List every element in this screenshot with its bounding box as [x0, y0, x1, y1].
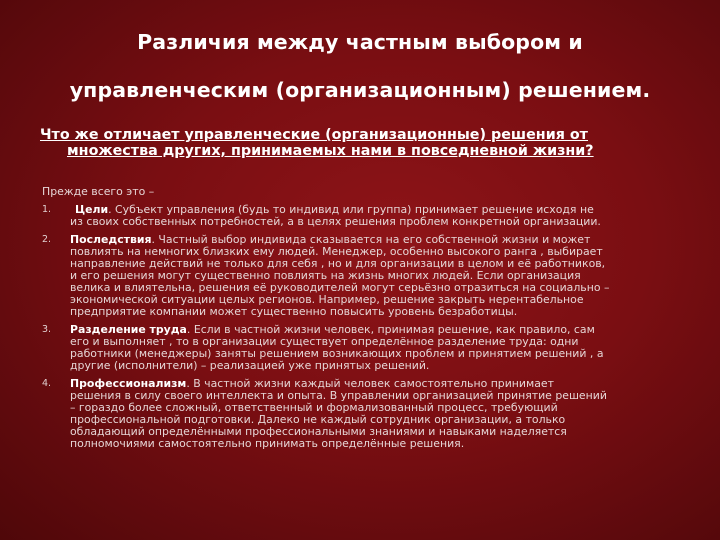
slide-subtitle	[40, 127, 690, 159]
list-item-text-line: велика и влиятельна, решения её руководителей могут серьёзно отразиться на социально –	[70, 281, 610, 294]
list-item-text-line: другие (исполнители) – реализацией уже принятых решений.	[70, 359, 430, 372]
list-item-text: . Частный выбор индивида сказывается на его собственной жизни и может	[151, 233, 591, 246]
list-item-text: . Субъект управления (будь то индивид или группа) принимает решение исходя не	[108, 203, 594, 216]
list-item-text-line: обладающий определёнными профессиональными знаниями и навыками наделяется	[70, 425, 567, 438]
list-number: 4.	[42, 378, 52, 389]
list-item-text-line: его и выполняет , то в организации существует определённое разделение труда: одни	[70, 335, 579, 348]
slide-title-line-1: Различия между частным выбором и	[137, 30, 583, 54]
list-item-consequences	[42, 234, 682, 318]
list-item-text-line: направление действий не только для себя , но и для организации в целом и её работников,	[70, 257, 606, 270]
list-item-text-line: решения в силу своего интеллекта и опыта. В управлении организацией принятие решений	[70, 389, 607, 402]
list-item-text: . Если в частной жизни человек, принимая решение, как правило, сам	[186, 323, 595, 336]
list-item-goals	[42, 204, 682, 228]
list-item-text: . В частной жизни каждый человек самостоятельно принимает	[186, 377, 554, 390]
list-item-heading: Цели	[75, 203, 109, 216]
list-number: 3.	[42, 324, 52, 335]
list-item-professionalism	[42, 378, 682, 450]
list-number: 1.	[42, 204, 52, 215]
list-item-heading: Последствия	[70, 233, 152, 246]
list-item-text-line: экономической ситуации целых регионов. Например, решение закрыть нерентабельное	[70, 293, 584, 306]
list-item-heading: Разделение труда	[70, 323, 187, 336]
list-item-division-of-labor	[42, 324, 682, 372]
list-item-text-line: предприятие компании может существенно повысить уровень безработицы.	[70, 305, 518, 318]
intro-text: Прежде всего это –	[42, 185, 155, 198]
slide-body	[42, 186, 682, 456]
subtitle-line-1: Что же отличает управленческие (организационные) решения от	[40, 127, 588, 143]
subtitle-line-2: множества других, принимаемых нами в повседневной жизни?	[67, 143, 594, 159]
list-item-text-line: работники (менеджеры) заняты решением возникающих проблем и принятием решений , а	[70, 347, 604, 360]
list-item-text-line: и его решения могут существенно повлиять на жизнь многих людей. Если организация	[70, 269, 581, 282]
list-item-text-line: из своих собственных потребностей, а в целях решения проблем конкретной организации.	[70, 215, 601, 228]
list-number: 2.	[42, 234, 52, 245]
list-item-text-line: – гораздо более сложный, ответственный и формализованный процесс, требующий	[70, 401, 558, 414]
list-item-text-line: повлиять на немногих близких ему людей. Менеджер, особенно высокого ранга , выбирает	[70, 245, 603, 258]
list-item-text-line: полномочиями самостоятельно принимать определённые решения.	[70, 437, 465, 450]
slide-title-line-2: управленческим (организационным) решением.	[69, 78, 651, 102]
list-item-text-line: профессиональной подготовки. Далеко не каждый сотрудник организации, а только	[70, 413, 566, 426]
list-item-heading: Профессионализм	[70, 377, 187, 390]
